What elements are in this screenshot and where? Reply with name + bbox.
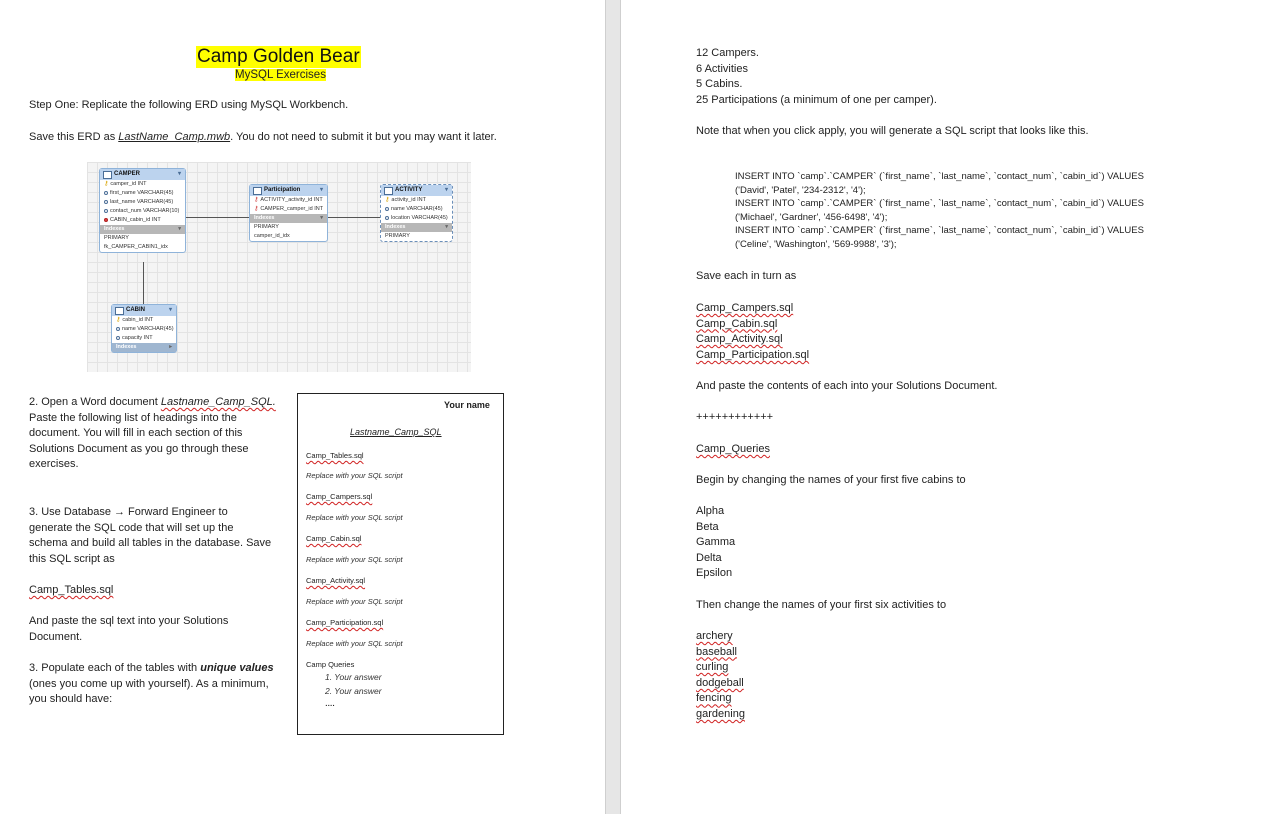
activity-table-header: ACTIVITY ▾: [381, 185, 452, 196]
save-each-text: Save each in turn as: [696, 270, 797, 282]
populate-emphasis: unique values: [200, 662, 274, 674]
count-participations: 25 Participations (a minimum of one per camper).: [696, 93, 937, 106]
document-subtitle: MySQL Exercises: [235, 69, 326, 81]
participation-index-1: camper_id_idx: [254, 233, 290, 239]
participation-index-0: PRIMARY: [254, 224, 279, 230]
file-activity: Camp_Activity.sql: [696, 333, 783, 346]
camper-table-title: CAMPER: [114, 171, 141, 177]
key-icon: ⚷: [385, 197, 390, 203]
column-icon: [104, 209, 108, 213]
activity-name-5: gardening: [696, 708, 745, 720]
tables-filename: Camp_Tables.sql: [29, 584, 114, 596]
activity-col-2: location VARCHAR(45): [381, 214, 452, 223]
page-gutter: [605, 0, 621, 814]
chevron-down-icon: ▾: [320, 215, 323, 221]
document-title: Camp Golden Bear: [197, 46, 360, 67]
outline-section-label-0: Camp_Tables.sql: [306, 451, 364, 460]
key-icon: ⚷: [254, 206, 259, 212]
activity-index-0: PRIMARY: [385, 233, 410, 239]
count-campers: 12 Campers.: [696, 47, 759, 59]
camper-col-2: last_name VARCHAR(45): [100, 198, 185, 207]
column-icon: [104, 200, 108, 204]
activity-col-0: ⚷ activity_id INT: [385, 197, 426, 203]
cabin-name-1: Beta: [696, 520, 719, 533]
outline-section-label-2: Camp_Cabin.sql: [306, 534, 362, 543]
step3-line-0: 3. Use Database → Forward Engineer to: [29, 506, 228, 518]
step2-line-1: Paste the following list of headings into the: [29, 411, 237, 424]
outline-section-label-1: Camp_Campers.sql: [306, 492, 373, 501]
step2-line-4: exercises.: [29, 458, 79, 471]
camper-participation-relationship: [186, 217, 249, 218]
outline-section-placeholder-0: Replace with your SQL script: [306, 471, 403, 480]
count-cabins: 5 Cabins.: [696, 78, 743, 91]
column-icon: [385, 216, 389, 220]
activity-name-0: archery: [696, 630, 733, 642]
cabin-name-3: Delta: [696, 551, 722, 564]
outline-answer-1: 2. Your answer: [325, 686, 382, 696]
cabin-col-0: ⚷ cabin_id INT: [116, 317, 154, 323]
column-icon: [104, 191, 108, 195]
sql-line-0: INSERT INTO `camp`.`CAMPER` (`first_name`, `last_name`, `contact_num`, `cabin_id`) VALUES: [735, 171, 1144, 182]
erd-diagram: [87, 162, 471, 372]
outline-section-placeholder-2: Replace with your SQL script: [306, 555, 403, 564]
camper-indexes-header: Indexes ▾: [100, 225, 185, 234]
outline-queries-label: Camp Queries: [306, 660, 355, 669]
file-cabin: Camp_Cabin.sql: [696, 317, 778, 330]
file-participation: Camp_Participation.sql: [696, 348, 810, 361]
chevron-right-icon: ▸: [169, 344, 172, 350]
populate-line-2: you should have:: [29, 693, 113, 706]
populate-line-1: (ones you come up with yourself). As a minimum,: [29, 677, 269, 690]
activity-name-4: fencing: [696, 692, 732, 705]
save-erd-prefix: Save this ERD as: [29, 131, 119, 143]
cabin-name-2: Gamma: [696, 536, 736, 549]
sql-line-1: ('David', 'Patel', '234-2312', '4');: [735, 184, 866, 196]
chevron-down-icon: ▾: [444, 187, 448, 193]
populate-line-0: 3. Populate each of the tables with unique values: [29, 662, 274, 674]
sql-line-4: INSERT INTO `camp`.`CAMPER` (`first_name`, `last_name`, `contact_num`, `cabin_id`) VALUES: [735, 225, 1144, 237]
paste-line-0: And paste the sql text into your Solutions: [29, 615, 229, 627]
step2-line-3: Solutions Document as you go through these: [29, 442, 249, 455]
column-icon: [116, 327, 120, 331]
activity-name-1: baseball: [696, 645, 737, 658]
outline-section-label-4: Camp_Participation.sql: [306, 618, 384, 627]
separator-text: ++++++++++++: [696, 411, 774, 423]
erd-filename: LastName_Camp.mwb: [118, 131, 231, 143]
step2-line-2: document. You will fill in each section of this: [29, 427, 243, 440]
outline-section-placeholder-1: Replace with your SQL script: [306, 513, 403, 522]
your-name-label: Your name: [444, 400, 490, 410]
chevron-down-icon: ▾: [177, 171, 181, 177]
step2-line-0: 2. Open a Word document Lastname_Camp_SQL.: [29, 396, 276, 408]
cabin-col-2: capacity INT: [112, 334, 176, 343]
cabin-name-0: Alpha: [696, 505, 725, 517]
save-erd-suffix: . You do not need to submit it but you may want it later.: [230, 131, 497, 143]
count-activities: 6 Activities: [696, 62, 748, 75]
chevron-down-icon: ▾: [319, 187, 323, 193]
step3-line-2: schema and build all tables in the database. Save: [29, 537, 272, 550]
column-icon: [116, 336, 120, 340]
activity-name-3: dodgeball: [696, 676, 744, 689]
chevron-down-icon: ▾: [168, 307, 172, 313]
step3-line-3: this SQL script as: [29, 552, 115, 565]
cabins-intro: Begin by changing the names of your first five cabins to: [696, 474, 966, 486]
sql-line-5: ('Celine', 'Washington', '569-9988', '3');: [735, 239, 897, 250]
cabin-table: [111, 304, 177, 353]
cabin-col-1: name VARCHAR(45): [112, 325, 176, 334]
key-icon: ⚷: [104, 181, 109, 187]
paste-line-1: Document.: [29, 630, 83, 643]
activity-name-2: curling: [696, 661, 729, 674]
step-one-text: Step One: Replicate the following ERD using MySQL Workbench.: [29, 99, 349, 111]
paste-contents-text: And paste the contents of each into your Solutions Document.: [696, 380, 998, 392]
activity-table: [380, 184, 453, 242]
camper-table: [99, 168, 186, 253]
cabin-indexes-header: Indexes ▸: [112, 343, 176, 352]
camper-index-1: fk_CAMPER_CABIN1_idx: [104, 244, 168, 250]
file-campers: Camp_Campers.sql: [696, 302, 794, 314]
sql-line-3: ('Michael', 'Gardner', '456-6498', '4');: [735, 211, 888, 223]
participation-indexes-header: Indexes ▾: [250, 214, 327, 223]
solutions-outline-box: [297, 393, 504, 735]
save-erd-text: [29, 130, 497, 146]
step3-line-1: generate the SQL code that will set up the: [29, 521, 234, 534]
activity-col-1: name VARCHAR(45): [381, 205, 452, 214]
outline-ellipsis: ….: [325, 699, 335, 708]
camper-table-header: [100, 169, 185, 180]
chevron-down-icon: ▾: [178, 226, 181, 232]
chevron-down-icon: ▾: [445, 224, 448, 230]
outline-answer-0: 1. Your answer: [325, 672, 382, 682]
outline-section-placeholder-4: Replace with your SQL script: [306, 639, 403, 648]
column-icon: [385, 207, 389, 211]
camper-col-4: CABIN_cabin_id INT: [100, 216, 185, 225]
outline-section-placeholder-3: Replace with your SQL script: [306, 597, 403, 606]
camper-col-1: first_name VARCHAR(45): [100, 189, 185, 198]
foreign-key-icon: [104, 218, 108, 222]
key-icon: ⚷: [254, 197, 259, 203]
outline-section-label-3: Camp_Activity.sql: [306, 576, 366, 585]
camper-col-3: contact_num VARCHAR(10): [100, 207, 185, 216]
sql-line-2: INSERT INTO `camp`.`CAMPER` (`first_name`, `last_name`, `contact_num`, `cabin_id`) VALUES: [735, 198, 1144, 210]
participation-table: [249, 184, 328, 242]
participation-col-0: ⚷ ACTIVITY_activity_id INT: [254, 197, 323, 203]
cabin-name-4: Epsilon: [696, 567, 733, 580]
queries-heading: Camp_Queries: [696, 443, 770, 455]
participation-table-header: Participation ▾: [250, 185, 327, 196]
activity-participation-relationship: [328, 217, 380, 218]
camper-index-0: PRIMARY: [104, 235, 129, 241]
cabin-camper-relationship: [143, 262, 144, 304]
activities-intro: Then change the names of your first six activities to: [696, 599, 947, 611]
step2-filename: Lastname_Camp_SQL.: [160, 396, 276, 408]
cabin-table-header: CABIN ▾: [112, 305, 176, 316]
camper-col-0: ⚷ camper_id INT: [104, 181, 147, 187]
activity-indexes-header: Indexes ▾: [381, 223, 452, 232]
participation-col-1: ⚷ CAMPER_camper_id INT: [254, 206, 324, 212]
outline-heading: Lastname_Camp_SQL: [350, 427, 442, 437]
apply-note: Note that when you click apply, you will generate a SQL script that looks like this.: [696, 125, 1089, 137]
key-icon: ⚷: [116, 317, 121, 323]
